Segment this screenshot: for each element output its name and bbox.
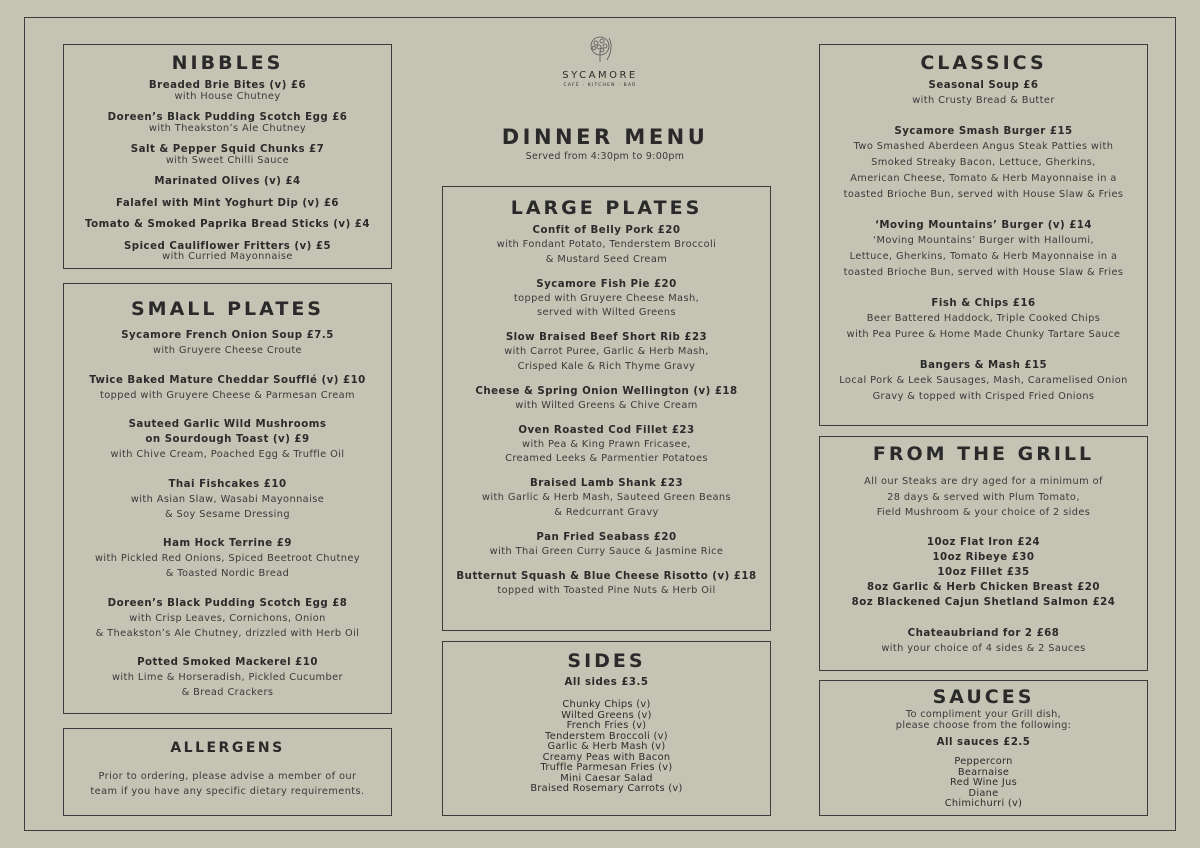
list-item: Braised Rosemary Carrots (v) [530, 783, 683, 794]
small-plates-title: SMALL PLATES [130, 298, 324, 320]
sauces-intro: To compliment your Grill dish, [905, 709, 1062, 720]
list-item: Tenderstem Broccoli (v) [545, 730, 668, 742]
large-plates-title: LARGE PLATES [510, 197, 703, 219]
menu-item: Twice Baked Mature Cheddar Soufflé (v) £10 topped with Gruyere Cheese & Parmesan Cream [89, 374, 366, 401]
menu-item: Cheese & Spring Onion Wellington (v) £18 with Wilted Greens & Chive Cream [475, 385, 738, 411]
list-item: Garlic & Herb Mash (v) [547, 741, 666, 752]
sauces-title: SAUCES [932, 686, 1035, 708]
brand-name: SYCAMORE [562, 70, 638, 81]
allergens-section [63, 728, 392, 816]
list-item: Bearnaise [957, 766, 1010, 778]
menu-item: Breaded Brie Bites (v) £6 with House Chutney [148, 80, 307, 102]
menu-item: Doreen’s Black Pudding Scotch Egg £6 with Theakston’s Ale Chutney [107, 112, 348, 134]
menu-item: Sauteed Garlic Wild Mushrooms on Sourdough Toast (v) £9 with Chive Cream, Poached Egg & Truffle Oil [110, 419, 345, 460]
list-item: Chunky Chips (v) [562, 699, 651, 710]
sides-price: All sides £3.5 [564, 677, 649, 688]
menu-item: Oven Roasted Cod Fillet £23 with Pea & King Prawn Fricasee, Creamed Leeks & Parmentier Potatoes [505, 424, 708, 464]
sauces-intro: please choose from the following: [895, 719, 1072, 731]
menu-item: Spiced Cauliflower Fritters (v) £5 with Curried Mayonnaise [123, 240, 332, 262]
sauces-list [820, 757, 1147, 810]
menu-heading [440, 125, 770, 163]
brand-tagline: CAFÉ · KITCHEN · BAR [563, 83, 637, 88]
allergens-title: ALLERGENS [170, 740, 285, 756]
menu-item: Sycamore Smash Burger £15 Two Smashed Aberdeen Angus Steak Patties with Smoked Streaky Bacon, Lettuce, Gherkins, American Cheese, Tomato & Herb Mayonnaise in a toasted Brioche Bun, served with House Slaw & Fries [843, 126, 1124, 200]
grill-intro: 28 days & served with Plum Tomato, [887, 491, 1080, 503]
grill-section [819, 436, 1148, 671]
menu-item: Confit of Belly Pork £20 with Fondant Potato, Tenderstem Broccoli & Mustard Seed Cream [496, 225, 717, 265]
grill-intro: Field Mushroom & your choice of 2 sides [876, 507, 1091, 518]
menu-item: Sycamore Fish Pie £20 topped with Gruyere Cheese Mash, served with Wilted Greens [513, 278, 700, 318]
grill-intro: All our Steaks are dry aged for a minimum of [864, 476, 1103, 487]
menu-item: Bangers & Mash £15 Local Pork & Leek Sausages, Mash, Caramelised Onion Gravy & topped with Crisped Fried Onions [839, 360, 1128, 402]
menu-item: Pan Fried Seabass £20 with Thai Green Curry Sauce & Jasmine Rice [489, 531, 724, 557]
list-item: 10oz Fillet £35 [937, 566, 1030, 578]
list-item: Peppercorn [954, 756, 1013, 767]
menu-item: Tomato & Smoked Paprika Bread Sticks (v) £4 [85, 219, 370, 230]
allergens-text: team if you have any specific dietary requirements. [90, 785, 365, 797]
small-plates-section [63, 283, 392, 714]
menu-item: Ham Hock Terrine £9 with Pickled Red Onions, Spiced Beetroot Chutney & Toasted Nordic Bread [95, 538, 360, 579]
menu-item: Slow Braised Beef Short Rib £23 with Carrot Puree, Garlic & Herb Mash, Crisped Kale & Rich Thyme Gravy [504, 332, 709, 372]
sauces-price: All sauces £2.5 [936, 737, 1031, 748]
list-item: French Fries (v) [566, 720, 647, 731]
sides-title: SIDES [567, 650, 646, 672]
menu-item: ‘Moving Mountains’ Burger (v) £14 ‘Moving Mountains’ Burger with Halloumi, Lettuce, Gherkins, Tomato & Herb Mayonnaise in a toasted Brioche Bun, served with House Slaw & Fries [843, 220, 1124, 278]
allergens-text: Prior to ordering, please advise a member of our [98, 771, 357, 782]
sycamore-logo [540, 34, 660, 88]
steak-list [820, 535, 1147, 611]
list-item: 10oz Flat Iron £24 [926, 536, 1041, 548]
menu-item: Fish & Chips £16 Beer Battered Haddock, Triple Cooked Chips with Pea Puree & Home Made Chunky Tartare Sauce [846, 298, 1121, 340]
list-item: Creamy Peas with Bacon [542, 751, 671, 763]
menu-item: Butternut Squash & Blue Cheese Risotto (v) £18 topped with Toasted Pine Nuts & Herb Oil [456, 570, 757, 596]
menu-item: Falafel with Mint Yoghurt Dip (v) £6 [116, 197, 339, 209]
list-item: Wilted Greens (v) [561, 709, 652, 721]
list-item: Red Wine Jus [949, 777, 1018, 788]
menu-title: DINNER MENU [501, 125, 709, 149]
list-item: 8oz Blackened Cajun Shetland Salmon £24 [851, 597, 1116, 609]
menu-item: Potted Smoked Mackerel £10 with Lime & Horseradish, Pickled Cucumber & Bread Crackers [112, 657, 343, 698]
nibbles-title: NIBBLES [171, 52, 284, 74]
menu-item: Seasonal Soup £6 with Crusty Bread & Butter [912, 80, 1055, 106]
classics-section [819, 44, 1148, 426]
classics-title: CLASSICS [920, 52, 1047, 74]
service-hours: Served from 4:30pm to 9:00pm [525, 151, 685, 162]
grill-title: FROM THE GRILL [872, 443, 1095, 465]
menu-item: Chateaubriand for 2 £68 with your choice of 4 sides & 2 Sauces [881, 627, 1086, 654]
menu-item: Thai Fishcakes £10 with Asian Slaw, Wasabi Mayonnaise & Soy Sesame Dressing [130, 478, 325, 520]
list-item: 10oz Ribeye £30 [932, 551, 1035, 563]
menu-item: Sycamore French Onion Soup £7.5 with Gruyere Cheese Croute [121, 330, 334, 356]
tree-icon [580, 34, 620, 64]
list-item: Diane [968, 787, 999, 799]
menu-item: Braised Lamb Shank £23 with Garlic & Herb Mash, Sauteed Green Beans & Redcurrant Gravy [481, 478, 732, 518]
sauces-section [819, 680, 1148, 816]
nibbles-section [63, 44, 392, 269]
large-plates-section [442, 186, 771, 631]
sides-list [443, 700, 770, 795]
menu-item: Marinated Olives (v) £4 [154, 176, 301, 187]
list-item: Mini Caesar Salad [560, 772, 653, 784]
list-item: 8oz Garlic & Herb Chicken Breast £20 [867, 582, 1100, 594]
menu-item: Doreen’s Black Pudding Scotch Egg £8 with Crisp Leaves, Cornichons, Onion & Theakston’s Ale Chutney, drizzled with Herb Oil [95, 597, 360, 639]
menu-item: Salt & Pepper Squid Chunks £7 with Sweet Chilli Sauce [130, 144, 325, 166]
list-item: Chimichurri (v) [944, 798, 1023, 809]
sides-section [442, 641, 771, 816]
list-item: Truffle Parmesan Fries (v) [540, 762, 673, 773]
